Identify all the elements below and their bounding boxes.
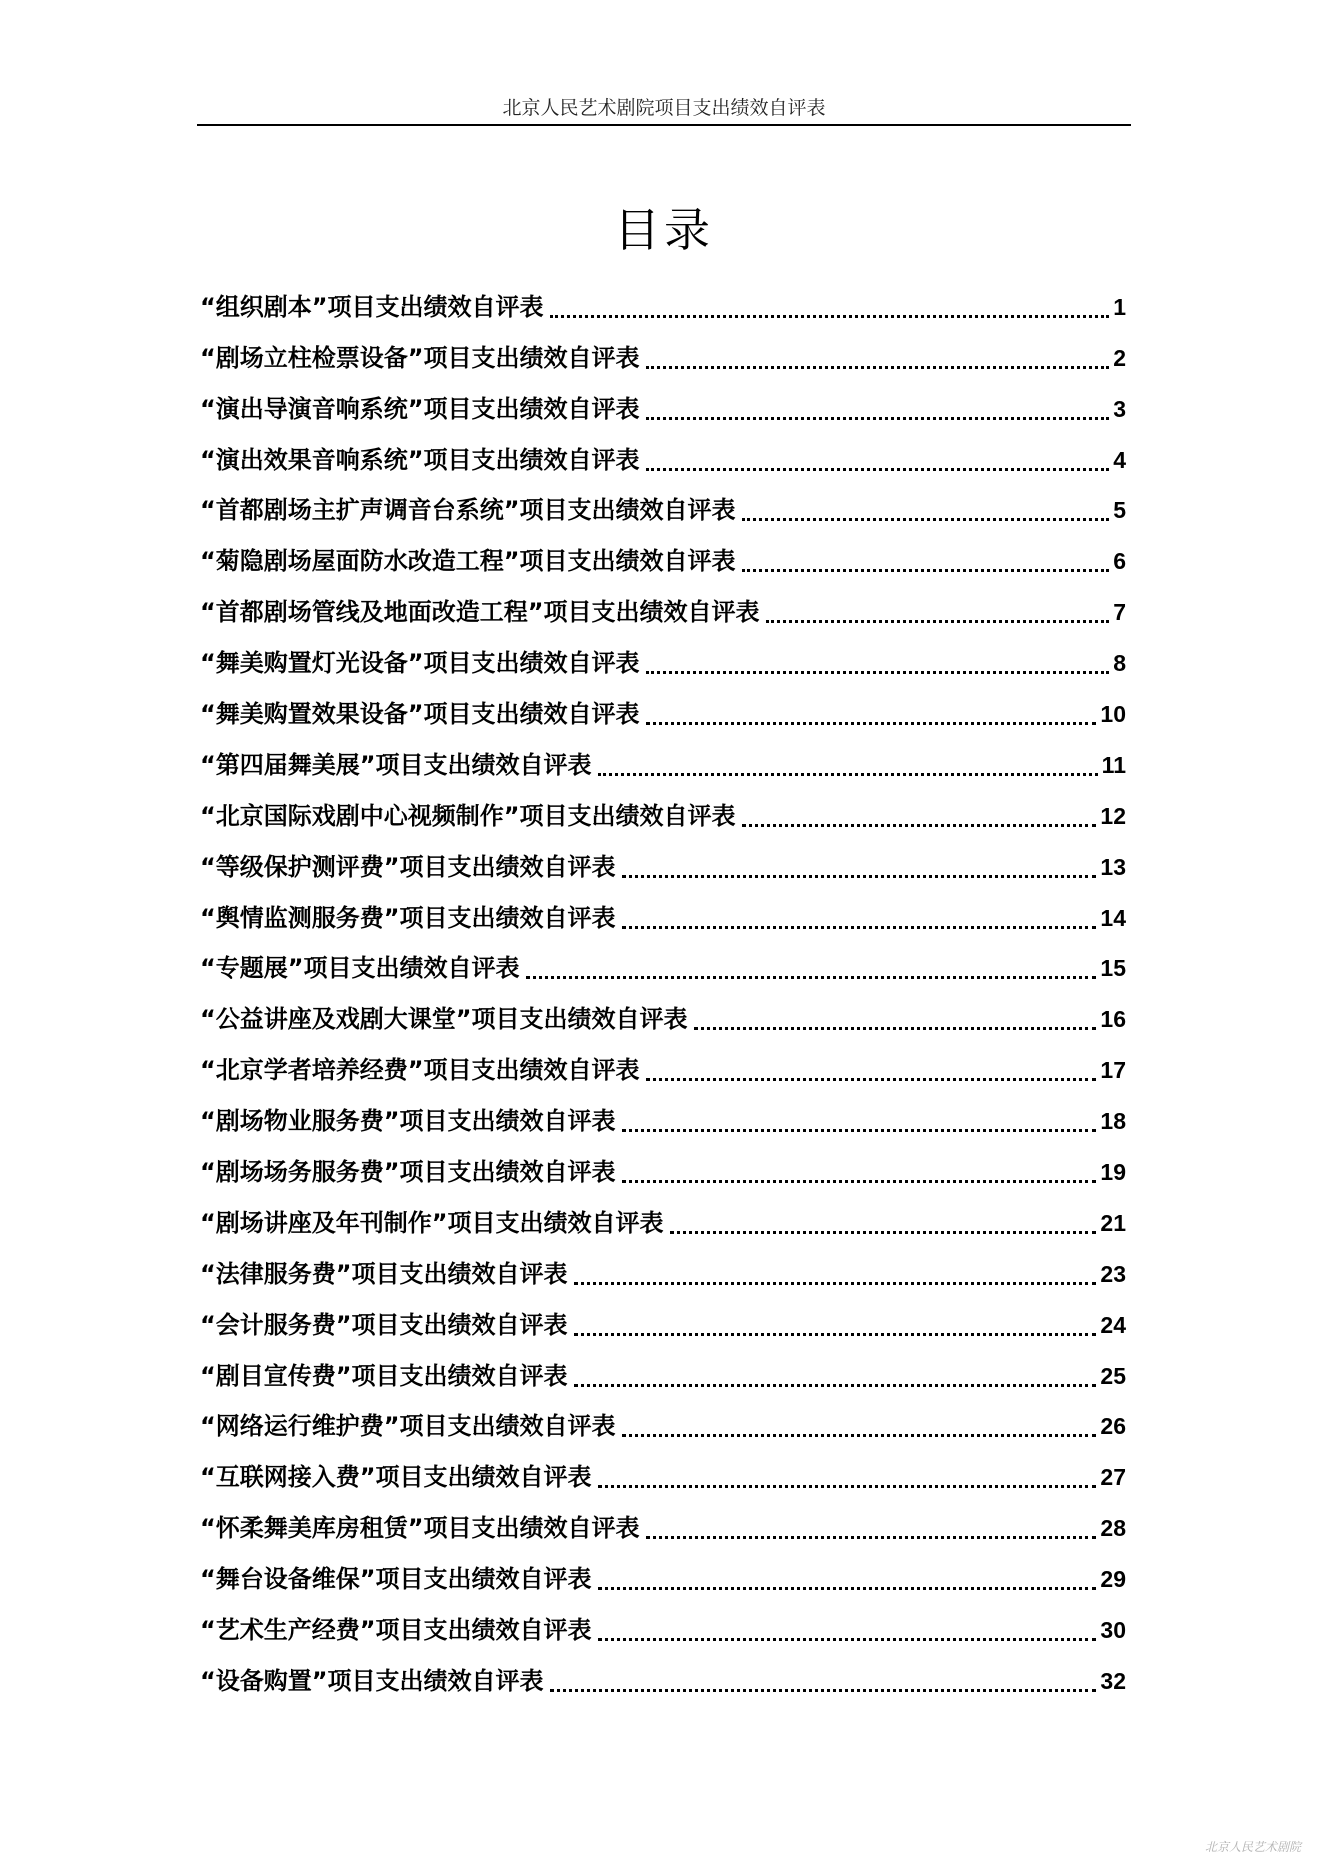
toc-dot-leader <box>646 366 1110 369</box>
toc-dot-leader <box>646 417 1110 420</box>
toc-entry[interactable] <box>200 327 1126 378</box>
toc-entry[interactable] <box>200 581 1126 632</box>
toc-entry-page-number: 2 <box>1113 344 1126 371</box>
toc-entry-page-number: 15 <box>1100 955 1126 982</box>
toc-entry-page-number: 23 <box>1100 1260 1126 1287</box>
toc-dot-leader <box>550 1689 1097 1692</box>
toc-dot-leader <box>646 1078 1097 1081</box>
toc-dot-leader <box>646 468 1110 471</box>
toc-dot-leader <box>598 1638 1097 1641</box>
toc-entry-page-number: 16 <box>1100 1006 1126 1033</box>
toc-entry-title: “怀柔舞美库房租赁”项目支出绩效自评表 <box>200 1514 640 1543</box>
toc-dot-leader <box>622 1129 1097 1132</box>
toc-entry[interactable] <box>200 1497 1126 1548</box>
toc-entry-title: “组织剧本”项目支出绩效自评表 <box>200 292 544 321</box>
toc-entry-page-number: 14 <box>1100 904 1126 931</box>
toc-entry-page-number: 25 <box>1100 1362 1126 1389</box>
toc-entry-page-number: 4 <box>1113 446 1126 473</box>
toc-entry-title: “设备购置”项目支出绩效自评表 <box>200 1666 544 1695</box>
toc-entry-page-number: 24 <box>1100 1311 1126 1338</box>
toc-entry-title: “北京国际戏剧中心视频制作”项目支出绩效自评表 <box>200 801 736 830</box>
toc-dot-leader <box>670 1231 1097 1234</box>
toc-title: 目录 <box>614 203 714 257</box>
toc-entry[interactable] <box>200 1345 1126 1396</box>
toc-entry[interactable] <box>200 1548 1126 1599</box>
toc-entry-title: “艺术生产经费”项目支出绩效自评表 <box>200 1616 592 1645</box>
toc-entry-page-number: 17 <box>1100 1057 1126 1084</box>
toc-dot-leader <box>742 518 1110 521</box>
toc-entry-page-number: 10 <box>1100 701 1126 728</box>
toc-list <box>200 276 1126 1701</box>
toc-entry-title: “公益讲座及戏剧大课堂”项目支出绩效自评表 <box>200 1005 688 1034</box>
toc-entry[interactable] <box>200 988 1126 1039</box>
toc-entry-page-number: 32 <box>1100 1667 1126 1694</box>
toc-entry-page-number: 27 <box>1100 1464 1126 1491</box>
toc-dot-leader <box>574 1282 1097 1285</box>
toc-entry-page-number: 19 <box>1100 1159 1126 1186</box>
toc-dot-leader <box>622 1434 1097 1437</box>
toc-entry[interactable] <box>200 429 1126 480</box>
toc-entry[interactable] <box>200 734 1126 785</box>
toc-entry-title: “第四届舞美展”项目支出绩效自评表 <box>200 750 592 779</box>
toc-entry-page-number: 18 <box>1100 1108 1126 1135</box>
toc-entry[interactable] <box>200 632 1126 683</box>
toc-dot-leader <box>574 1384 1097 1387</box>
toc-dot-leader <box>598 1485 1097 1488</box>
toc-entry-page-number: 6 <box>1113 548 1126 575</box>
toc-entry[interactable] <box>200 887 1126 938</box>
toc-entry[interactable] <box>200 480 1126 531</box>
toc-entry-title: “会计服务费”项目支出绩效自评表 <box>200 1310 568 1339</box>
toc-entry-title: “舞美购置灯光设备”项目支出绩效自评表 <box>200 649 640 678</box>
toc-dot-leader <box>598 773 1098 776</box>
toc-entry-title: “北京学者培养经费”项目支出绩效自评表 <box>200 1056 640 1085</box>
toc-entry[interactable] <box>200 938 1126 989</box>
toc-dot-leader <box>742 824 1097 827</box>
toc-entry-page-number: 8 <box>1113 650 1126 677</box>
toc-entry-title: “剧场讲座及年刊制作”项目支出绩效自评表 <box>200 1208 664 1237</box>
toc-entry-page-number: 21 <box>1100 1209 1126 1236</box>
toc-entry-page-number: 30 <box>1100 1617 1126 1644</box>
toc-entry-title: “剧场立柱检票设备”项目支出绩效自评表 <box>200 343 640 372</box>
toc-dot-leader <box>694 1027 1097 1030</box>
toc-entry[interactable] <box>200 785 1126 836</box>
toc-dot-leader <box>622 875 1097 878</box>
toc-entry[interactable] <box>200 1192 1126 1243</box>
toc-entry-page-number: 29 <box>1100 1566 1126 1593</box>
toc-entry[interactable] <box>200 1294 1126 1345</box>
toc-entry-page-number: 1 <box>1113 293 1126 320</box>
toc-entry-title: “网络运行维护费”项目支出绩效自评表 <box>200 1412 616 1441</box>
toc-dot-leader <box>598 1587 1097 1590</box>
toc-entry[interactable] <box>200 1650 1126 1701</box>
toc-entry-page-number: 7 <box>1113 599 1126 626</box>
header-rule <box>197 124 1131 126</box>
toc-entry[interactable] <box>200 378 1126 429</box>
toc-dot-leader <box>526 976 1097 979</box>
watermark-stamp: 北京人民艺术剧院 <box>1205 1840 1302 1854</box>
toc-dot-leader <box>550 315 1110 318</box>
toc-entry[interactable] <box>200 836 1126 887</box>
toc-dot-leader <box>622 926 1097 929</box>
toc-entry[interactable] <box>200 1243 1126 1294</box>
toc-entry[interactable] <box>200 1446 1126 1497</box>
page-header: 北京人民艺术剧院项目支出绩效自评表 <box>502 97 826 119</box>
toc-dot-leader <box>646 1536 1097 1539</box>
toc-entry-title: “专题展”项目支出绩效自评表 <box>200 954 520 983</box>
toc-entry[interactable] <box>200 1599 1126 1650</box>
toc-entry[interactable] <box>200 1141 1126 1192</box>
toc-entry[interactable] <box>200 1090 1126 1141</box>
toc-dot-leader <box>766 620 1110 623</box>
toc-entry-title: “舞美购置效果设备”项目支出绩效自评表 <box>200 700 640 729</box>
toc-entry-title: “剧场场务服务费”项目支出绩效自评表 <box>200 1158 616 1187</box>
toc-entry-title: “演出效果音响系统”项目支出绩效自评表 <box>200 445 640 474</box>
toc-entry-title: “互联网接入费”项目支出绩效自评表 <box>200 1463 592 1492</box>
toc-entry-page-number: 5 <box>1113 497 1126 524</box>
toc-entry-title: “剧目宣传费”项目支出绩效自评表 <box>200 1361 568 1390</box>
toc-entry-page-number: 3 <box>1113 395 1126 422</box>
toc-entry[interactable] <box>200 1396 1126 1447</box>
toc-entry-page-number: 12 <box>1100 802 1126 829</box>
toc-entry-page-number: 13 <box>1100 853 1126 880</box>
toc-entry-title: “剧场物业服务费”项目支出绩效自评表 <box>200 1107 616 1136</box>
toc-entry[interactable] <box>200 530 1126 581</box>
toc-entry[interactable] <box>200 1039 1126 1090</box>
toc-entry-title: “法律服务费”项目支出绩效自评表 <box>200 1259 568 1288</box>
toc-entry-page-number: 11 <box>1101 751 1126 778</box>
toc-entry-title: “演出导演音响系统”项目支出绩效自评表 <box>200 394 640 423</box>
toc-dot-leader <box>742 569 1110 572</box>
toc-entry-title: “等级保护测评费”项目支出绩效自评表 <box>200 852 616 881</box>
toc-entry-page-number: 26 <box>1100 1413 1126 1440</box>
toc-entry-title: “首都剧场主扩声调音台系统”项目支出绩效自评表 <box>200 496 736 525</box>
toc-dot-leader <box>622 1180 1097 1183</box>
toc-entry[interactable] <box>200 276 1126 327</box>
toc-dot-leader <box>646 671 1110 674</box>
toc-entry[interactable] <box>200 683 1126 734</box>
toc-dot-leader <box>646 722 1097 725</box>
toc-entry-title: “舆情监测服务费”项目支出绩效自评表 <box>200 903 616 932</box>
toc-dot-leader <box>574 1333 1097 1336</box>
toc-entry-page-number: 28 <box>1100 1515 1126 1542</box>
toc-entry-title: “菊隐剧场屋面防水改造工程”项目支出绩效自评表 <box>200 547 736 576</box>
toc-entry-title: “首都剧场管线及地面改造工程”项目支出绩效自评表 <box>200 598 760 627</box>
toc-entry-title: “舞台设备维保”项目支出绩效自评表 <box>200 1565 592 1594</box>
